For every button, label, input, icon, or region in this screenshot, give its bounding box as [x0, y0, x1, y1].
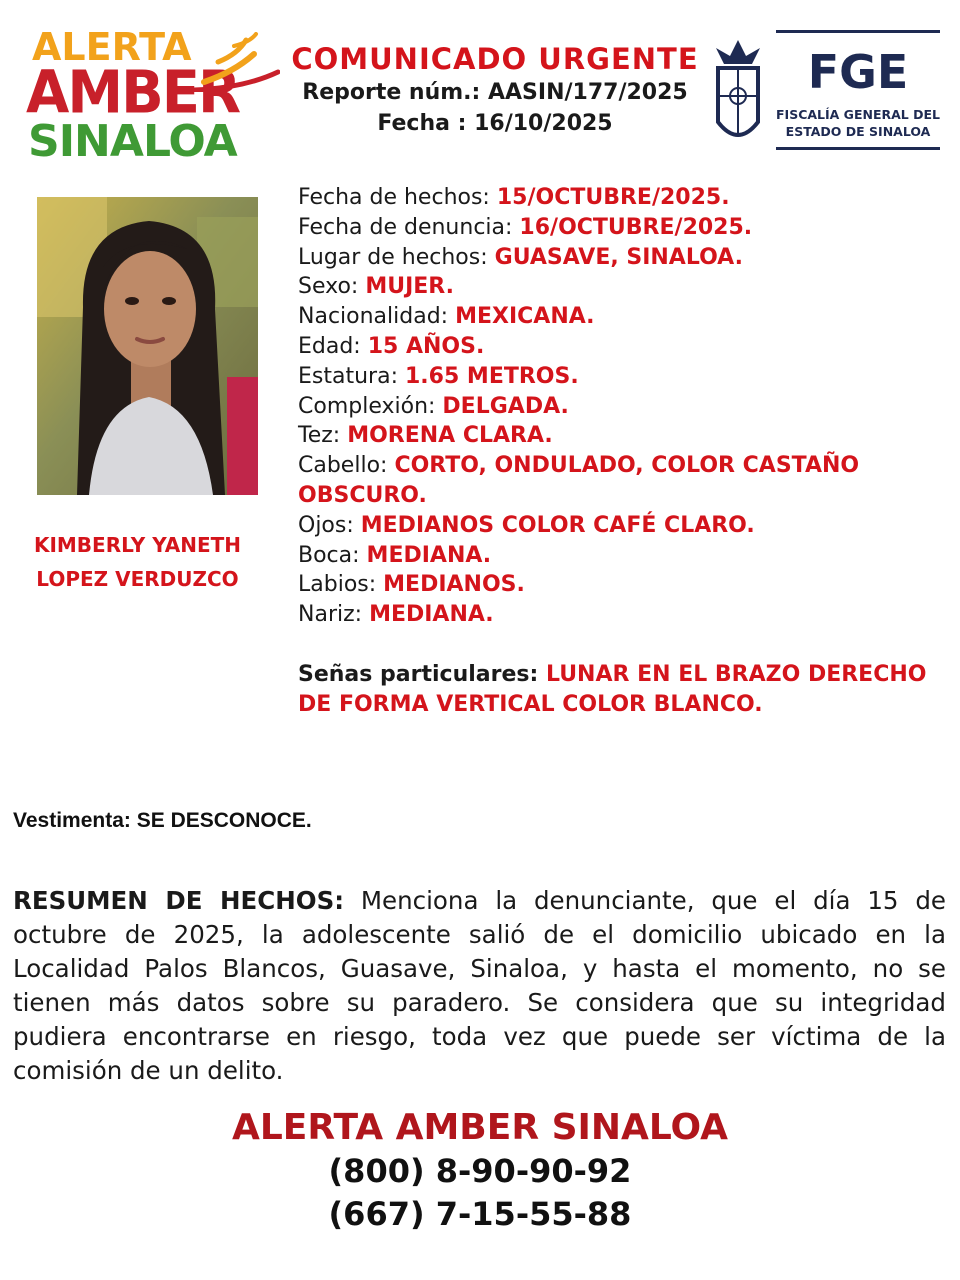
person-name-line2: LOPEZ VERDUZCO [36, 567, 239, 591]
summary-label: RESUMEN DE HECHOS: [13, 886, 345, 915]
fact-item [298, 600, 958, 630]
fact-label: Lugar de hechos: [298, 244, 495, 270]
fact-item [298, 183, 958, 213]
fact-value: MEXICANA. [455, 304, 595, 330]
fact-item [298, 332, 958, 362]
fact-label: Complexión: [298, 393, 443, 419]
person-name-line1: KIMBERLY YANETH [33, 533, 242, 557]
fact-item [298, 451, 898, 511]
fact-value: CORTO, ONDULADO, COLOR CASTAÑO OBSCURO. [298, 453, 860, 508]
fge-name-line2: ESTADO DE SINALOA [785, 124, 931, 139]
logo-text-alerta: ALERTA [32, 25, 192, 69]
phone-number-1[interactable]: (800) 8-90-90-92 [328, 1152, 632, 1190]
fact-value: 1.65 METROS. [404, 363, 579, 389]
fact-label: Cabello: [298, 453, 395, 479]
signal-waves-icon [194, 32, 280, 92]
fact-value: 15 AÑOS. [367, 333, 485, 359]
fact-value: MORENA CLARA. [347, 423, 553, 449]
fact-label: Tez: [298, 423, 348, 449]
fact-value: MEDIANA. [366, 542, 492, 568]
bulletin-title: COMUNICADO URGENTE [291, 42, 699, 76]
vestimenta-label: Vestimenta: [13, 809, 137, 832]
fge-name-line1: FISCALÍA GENERAL DEL [776, 107, 940, 122]
clothing [13, 808, 312, 833]
person-details-list [298, 183, 958, 630]
senas-label: Señas particulares: [298, 662, 546, 687]
fact-label: Fecha de denuncia: [298, 214, 520, 240]
fact-label: Boca: [298, 542, 367, 568]
summary-paragraph [13, 884, 946, 1088]
missing-person-photo [37, 197, 258, 495]
fact-item [298, 392, 958, 422]
footer-title: ALERTA AMBER SINALOA [231, 1107, 729, 1148]
fact-value: MEDIANOS COLOR CAFÉ CLARO. [360, 512, 755, 538]
fact-label: Labios: [298, 572, 384, 598]
report-number: Reporte núm.: AASIN/177/2025 [302, 80, 688, 105]
fact-label: Estatura: [298, 363, 405, 389]
fact-value: GUASAVE, SINALOA. [494, 244, 743, 270]
fact-item [298, 541, 958, 571]
fact-label: Nacionalidad: [298, 304, 456, 330]
fact-label: Sexo: [298, 274, 366, 300]
distinguishing-marks [298, 660, 960, 720]
fact-label: Nariz: [298, 602, 370, 628]
fact-item [298, 511, 958, 541]
fact-value: DELGADA. [442, 393, 569, 419]
summary-text: Menciona la denunciante, que el día 15 de octubre de 2025, la adolescente salió de el domicilio ubicado en la Localidad Palos Blancos, Guasave, Sinaloa, y hasta el momento, no se tienen más datos sobre su paradero. Se considera que su integridad pudiera encontrarse en riesgo, toda vez que puede ser víctima de la comisión de un delito. [13, 886, 947, 1085]
alerta-amber-logo [26, 25, 266, 168]
fact-item [298, 272, 958, 302]
logo-text-amber: AMBER [26, 58, 240, 127]
bulletin-date: Fecha : 16/10/2025 [377, 111, 613, 136]
fact-item [298, 302, 958, 332]
vestimenta-value: SE DESCONOCE. [136, 809, 312, 832]
fact-value: MEDIANA. [369, 602, 494, 628]
fact-item [298, 362, 958, 392]
phone-number-2[interactable]: (667) 7-15-55-88 [328, 1195, 632, 1233]
fact-item [298, 243, 958, 273]
fact-item [298, 213, 958, 243]
fact-value: MUJER. [365, 274, 455, 300]
fact-value: MEDIANOS. [383, 572, 525, 598]
fact-item [298, 421, 958, 451]
fact-value: 15/OCTUBRE/2025. [496, 185, 730, 210]
fact-label: Fecha de hechos: [298, 185, 497, 210]
logo-text-sinaloa: SINALOA [28, 116, 237, 167]
state-seal-icon [708, 30, 768, 152]
senas-value: LUNAR EN EL BRAZO DERECHO DE FORMA VERTICAL COLOR BLANCO. [298, 662, 927, 717]
fact-label: Edad: [298, 333, 368, 359]
fact-value: 16/OCTUBRE/2025. [519, 214, 753, 240]
fge-logo [776, 30, 940, 150]
fact-item [298, 570, 958, 600]
fge-acronym: FGE [807, 45, 909, 99]
fact-label: Ojos: [298, 512, 361, 538]
